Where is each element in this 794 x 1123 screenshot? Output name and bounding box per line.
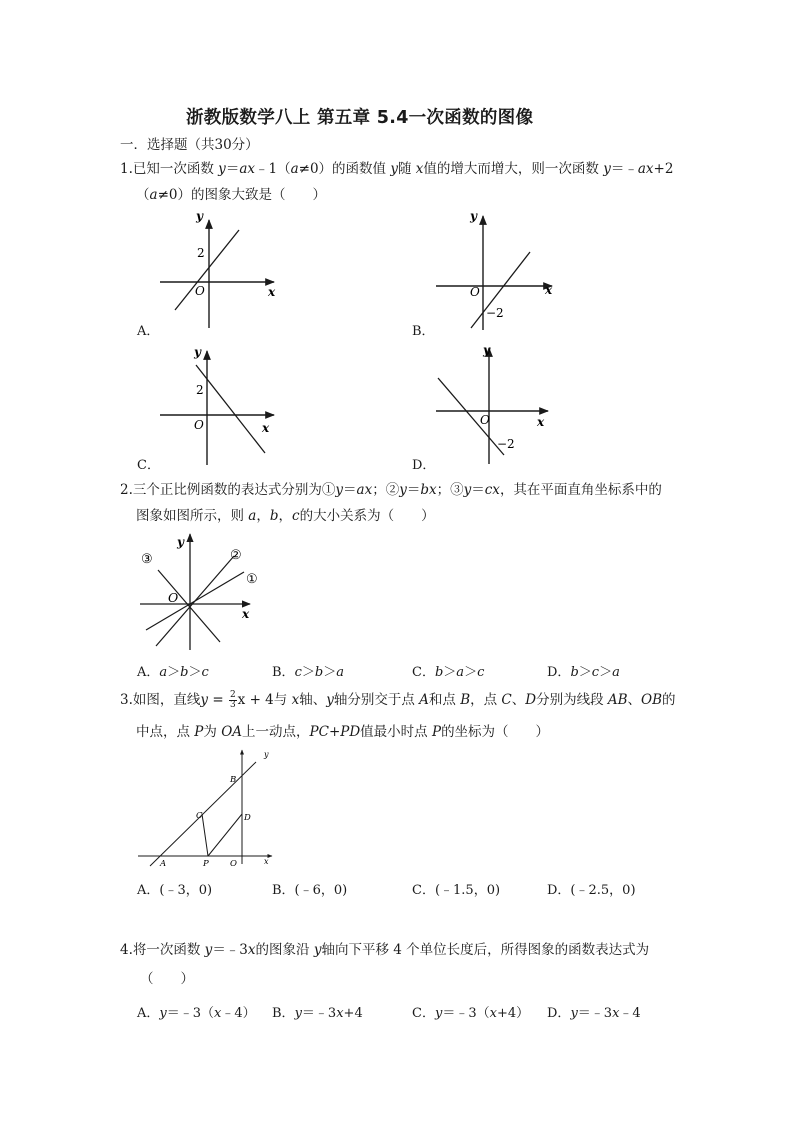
q2-line-3-label: ③ xyxy=(141,552,153,567)
q4-option-c: C．y＝﹣3（x+4） xyxy=(412,1006,530,1021)
q2-line-3 xyxy=(158,570,220,642)
q3-text-line1: 3.如图，直线y = $\frac{2}{3}$ x + 4与 x轴、y轴分别交于点 A和点 B，点 C、D分别为线段 AB、OB的 xyxy=(120,690,676,710)
q3-point-d-label: D xyxy=(244,813,251,823)
q3-segment-pc xyxy=(202,814,208,856)
q3-line-ab xyxy=(150,762,256,866)
q1-graph-d xyxy=(430,340,560,468)
q2-option-d: D．b＞c＞a xyxy=(547,665,620,680)
q3-fraction: $\frac{2}{3}$ xyxy=(229,690,236,710)
q2-text-line1: 2.三个正比例函数的表达式分别为①y＝ax；②y＝bx；③y＝cx，其在平面直角坐标系中的 xyxy=(120,482,662,498)
q2-option-b: B．c＞b＞a xyxy=(272,665,344,680)
q2-text-line2: 图象如图所示，则 a，b，c的大小关系为（ ） xyxy=(136,508,435,524)
q2-x-label: x xyxy=(242,607,250,621)
q1c-origin-label: O xyxy=(194,418,204,432)
q2-origin-label: O xyxy=(168,590,179,605)
q3-x-label: x xyxy=(264,857,269,866)
q3-segment-pd xyxy=(208,814,242,856)
q1b-origin-label: O xyxy=(470,285,480,299)
q1d-origin-label: O xyxy=(480,413,490,427)
q3-point-a-label: A xyxy=(160,859,167,869)
q1b-x-label: x xyxy=(545,283,553,297)
q4-text-line2: （ ） xyxy=(140,971,194,987)
q4-option-a: A．y＝﹣3（x﹣4） xyxy=(137,1006,256,1021)
q1d-graph-line xyxy=(438,378,504,455)
q3-option-d: D．(﹣2.5，0) xyxy=(547,883,636,898)
q1d-intercept-label: −2 xyxy=(497,437,515,451)
q1-option-c-label: C． xyxy=(137,458,160,473)
q3-point-c-label: C xyxy=(196,811,203,821)
q1d-y-label: y xyxy=(483,343,490,357)
q1-graph-b xyxy=(430,206,560,334)
q1-option-d-label: D． xyxy=(412,458,436,473)
q3-option-c: C．(﹣1.5，0) xyxy=(412,883,501,898)
q3-origin-label: O xyxy=(230,859,237,869)
q2-graph xyxy=(136,530,266,652)
q1b-y-label: y xyxy=(470,209,477,223)
q1a-y-label: y xyxy=(196,209,203,223)
q2-option-a: A．a＞b＞c xyxy=(137,665,209,680)
q1c-x-label: x xyxy=(262,421,270,435)
q1-text-line2: （a≠0）的图象大致是（ ） xyxy=(136,187,326,203)
page-title: 浙教版数学八上 第五章 5.4一次函数的图像 xyxy=(186,108,534,128)
q4-text-line1: 4.将一次函数 y＝﹣3x的图象沿 y轴向下平移 4 个单位长度后，所得图象的函数表达式为 xyxy=(120,942,650,958)
q3-graph xyxy=(136,746,276,870)
q2-y-label: y xyxy=(177,535,184,549)
q3-point-b-label: B xyxy=(230,775,237,785)
q1-graph-a xyxy=(150,206,290,334)
q1c-intercept-label: 2 xyxy=(196,383,204,397)
section-heading: 一．选择题（共30分） xyxy=(120,137,259,153)
q4-option-d: D．y＝﹣3x﹣4 xyxy=(547,1006,641,1021)
q1c-y-label: y xyxy=(194,345,201,359)
q4-option-b: B．y＝﹣3x+4 xyxy=(272,1006,363,1021)
q1b-intercept-label: −2 xyxy=(486,306,504,320)
q2-line-2-label: ② xyxy=(230,548,242,563)
q3-option-a: A．(﹣3，0) xyxy=(137,883,213,898)
q1a-x-label: x xyxy=(268,285,276,299)
q1d-x-label: x xyxy=(537,415,545,429)
q3-y-label: y xyxy=(264,750,269,759)
q1a-graph-line xyxy=(175,230,239,310)
q1-graph-c xyxy=(150,343,290,468)
q2-line-1-label: ① xyxy=(246,572,258,587)
q1a-origin-label: O xyxy=(195,284,205,298)
q1-option-b-label: B． xyxy=(412,324,435,339)
q1a-intercept-label: 2 xyxy=(197,246,205,260)
q3-point-p-label: P xyxy=(203,859,209,869)
q3-option-b: B．(﹣6，0) xyxy=(272,883,348,898)
q1-text-line1: 1.已知一次函数 y＝ax﹣1（a≠0）的函数值 y随 x值的增大而增大，则一次函数 y＝﹣ax+2 xyxy=(120,161,674,177)
q2-option-c: C．b＞a＞c xyxy=(412,665,485,680)
q3-text-line2: 中点，点 P为 OA上一动点，PC+PD值最小时点 P的坐标为（ ） xyxy=(136,724,550,740)
q1-option-a-label: A． xyxy=(137,324,160,339)
